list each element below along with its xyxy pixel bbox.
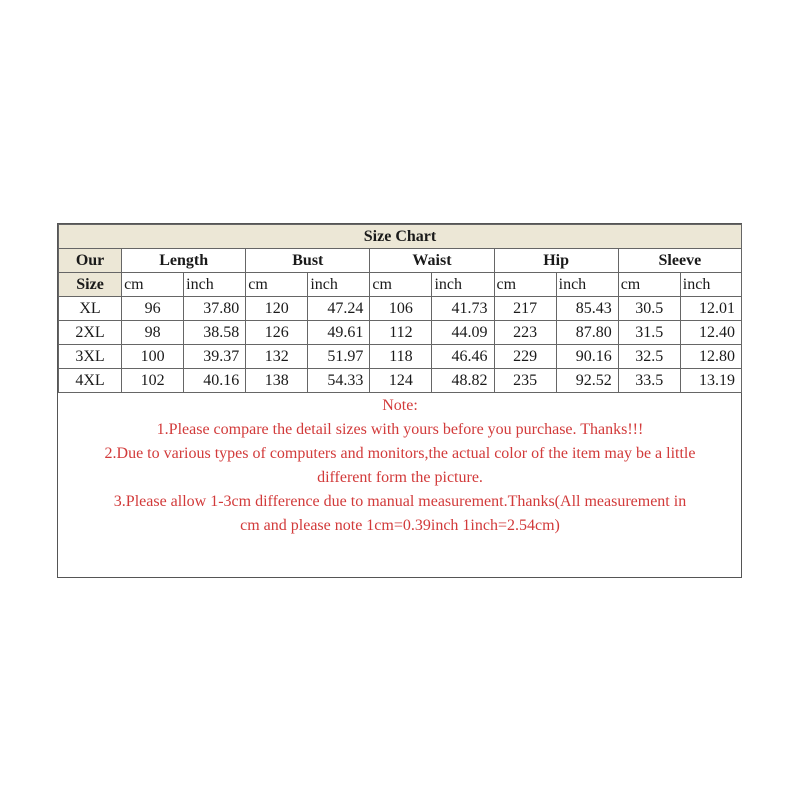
length-inch-cell: 37.80 (184, 297, 246, 321)
size-cell: XL (59, 297, 122, 321)
chart-title: Size Chart (59, 225, 742, 249)
length-header: Length (122, 249, 246, 273)
unit-inch: inch (184, 273, 246, 297)
waist-cm-cell: 106 (370, 297, 432, 321)
note-line-2a: 2.Due to various types of computers and monitors,the actual color of the item may be a little (104, 445, 696, 462)
sleeve-inch-cell: 12.01 (680, 297, 741, 321)
hip-inch-cell: 90.16 (556, 345, 618, 369)
bust-header: Bust (246, 249, 370, 273)
note-heading: Note: (382, 397, 418, 414)
unit-cm: cm (122, 273, 184, 297)
hip-cm-cell: 229 (494, 345, 556, 369)
size-cell: 3XL (59, 345, 122, 369)
table-row (59, 369, 742, 393)
length-inch-cell: 39.37 (184, 345, 246, 369)
sleeve-cm-cell: 30.5 (618, 297, 680, 321)
size-header: Our (59, 249, 122, 273)
unit-inch: inch (432, 273, 494, 297)
sleeve-cm-cell: 32.5 (618, 345, 680, 369)
waist-cm-cell: 124 (370, 369, 432, 393)
waist-cm-cell: 118 (370, 345, 432, 369)
note-block (58, 394, 742, 538)
bust-inch-cell: 47.24 (308, 297, 370, 321)
sleeve-cm-cell: 31.5 (618, 321, 680, 345)
length-cm-cell: 98 (122, 321, 184, 345)
hip-cm-cell: 217 (494, 297, 556, 321)
length-cm-cell: 102 (122, 369, 184, 393)
bust-inch-cell: 49.61 (308, 321, 370, 345)
note-line-1: 1.Please compare the detail sizes with yours before you purchase. Thanks!!! (156, 421, 644, 438)
bust-inch-cell: 54.33 (308, 369, 370, 393)
unit-inch: inch (308, 273, 370, 297)
waist-inch-cell: 44.09 (432, 321, 494, 345)
hip-cm-cell: 223 (494, 321, 556, 345)
hip-inch-cell: 87.80 (556, 321, 618, 345)
size-cell: 4XL (59, 369, 122, 393)
sleeve-inch-cell: 12.80 (680, 345, 741, 369)
sleeve-inch-cell: 12.40 (680, 321, 741, 345)
size-cell: 2XL (59, 321, 122, 345)
hip-cm-cell: 235 (494, 369, 556, 393)
sleeve-inch-cell: 13.19 (680, 369, 741, 393)
size-header-sub: Size (59, 273, 122, 297)
waist-inch-cell: 48.82 (432, 369, 494, 393)
bust-inch-cell: 51.97 (308, 345, 370, 369)
unit-cm: cm (246, 273, 308, 297)
bust-cm-cell: 126 (246, 321, 308, 345)
unit-cm: cm (494, 273, 556, 297)
length-inch-cell: 40.16 (184, 369, 246, 393)
unit-cm: cm (618, 273, 680, 297)
sleeve-header: Sleeve (618, 249, 741, 273)
size-chart-table (58, 224, 742, 393)
hip-inch-cell: 92.52 (556, 369, 618, 393)
note-line-2b: different form the picture. (317, 469, 483, 486)
waist-inch-cell: 41.73 (432, 297, 494, 321)
size-chart (57, 223, 742, 578)
note-line-3b: cm and please note 1cm=0.39inch 1inch=2.54cm) (240, 517, 560, 534)
bust-cm-cell: 132 (246, 345, 308, 369)
length-cm-cell: 100 (122, 345, 184, 369)
sleeve-cm-cell: 33.5 (618, 369, 680, 393)
unit-cm: cm (370, 273, 432, 297)
hip-inch-cell: 85.43 (556, 297, 618, 321)
table-row (59, 345, 742, 369)
length-inch-cell: 38.58 (184, 321, 246, 345)
unit-inch: inch (680, 273, 741, 297)
table-row (59, 297, 742, 321)
waist-cm-cell: 112 (370, 321, 432, 345)
hip-header: Hip (494, 249, 618, 273)
unit-inch: inch (556, 273, 618, 297)
waist-header: Waist (370, 249, 494, 273)
bust-cm-cell: 120 (246, 297, 308, 321)
table-row (59, 321, 742, 345)
waist-inch-cell: 46.46 (432, 345, 494, 369)
bust-cm-cell: 138 (246, 369, 308, 393)
note-line-3a: 3.Please allow 1-3cm difference due to manual measurement.Thanks(All measurement in (113, 493, 687, 510)
length-cm-cell: 96 (122, 297, 184, 321)
